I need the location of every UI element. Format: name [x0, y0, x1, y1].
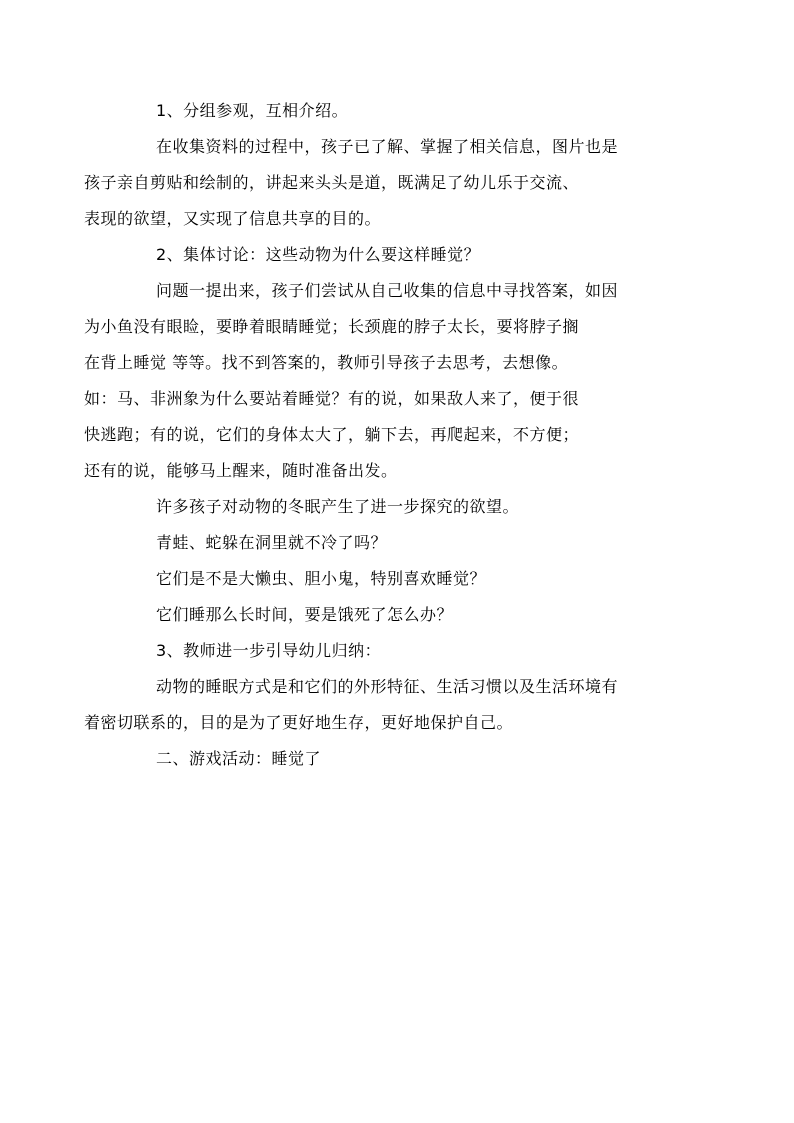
paragraph-section-2-heading	[120, 741, 680, 777]
text-line: 3、教师进一步引导幼儿归纳：	[156, 641, 382, 660]
text-line: 它们是不是大懒虫、胆小鬼，特别喜欢睡觉？	[156, 569, 487, 588]
paragraph-info-sharing	[84, 129, 680, 237]
text-line: 问题一提出来，孩子们尝试从自己收集的信息中寻找答案，如因	[156, 281, 619, 300]
text-line: 在背上睡觉 等等。找不到答案的，教师引导孩子去思考，去想像。	[84, 353, 569, 372]
text-line: 在收集资料的过程中，孩子已了解、掌握了相关信息，图片也是	[156, 137, 619, 156]
paragraph-heading-2	[120, 237, 680, 273]
text-line: 它们睡那么长时间，要是饿死了怎么办？	[156, 605, 454, 624]
text-line: 快逃跑；有的说，它们的身体太大了，躺下去，再爬起来，不方便；	[84, 425, 580, 444]
text-line: 着密切联系的，目的是为了更好地生存，更好地保护自己。	[84, 713, 514, 732]
text-line: 动物的睡眠方式是和它们的外形特征、生活习惯以及生活环境有	[156, 677, 619, 696]
paragraph-question-3	[120, 597, 680, 633]
text-line: 还有的说，能够马上醒来，随时准备出发。	[84, 461, 398, 480]
text-line: 孩子亲自剪贴和绘制的，讲起来头头是道，既满足了幼儿乐于交流、	[84, 173, 580, 192]
text-line: 许多孩子对动物的冬眠产生了进一步探究的欲望。	[156, 497, 520, 516]
text-line: 为小鱼没有眼睑，要睁着眼睛睡觉；长颈鹿的脖子太长，要将脖子搁	[84, 317, 580, 336]
text-line: 青蛙、蛇躲在洞里就不冷了吗？	[156, 533, 388, 552]
paragraph-hibernation	[120, 489, 680, 525]
text-line: 如：马、非洲象为什么要站着睡觉？有的说，如果敌人来了，便于很	[84, 389, 580, 408]
paragraph-heading-3	[120, 633, 680, 669]
paragraph-summary	[84, 669, 680, 741]
paragraph-question-2	[120, 561, 680, 597]
text-line: 1、分组参观，互相介绍。	[156, 101, 349, 120]
text-line: 二、游戏活动：睡觉了	[156, 749, 322, 768]
text-line: 2、集体讨论：这些动物为什么要这样睡觉？	[156, 245, 481, 264]
text-line: 表现的欲望，又实现了信息共享的目的。	[84, 209, 382, 228]
paragraph-discussion	[84, 273, 680, 489]
paragraph-question-1	[120, 525, 680, 561]
paragraph-heading-1	[120, 93, 680, 129]
document-page	[84, 93, 680, 777]
